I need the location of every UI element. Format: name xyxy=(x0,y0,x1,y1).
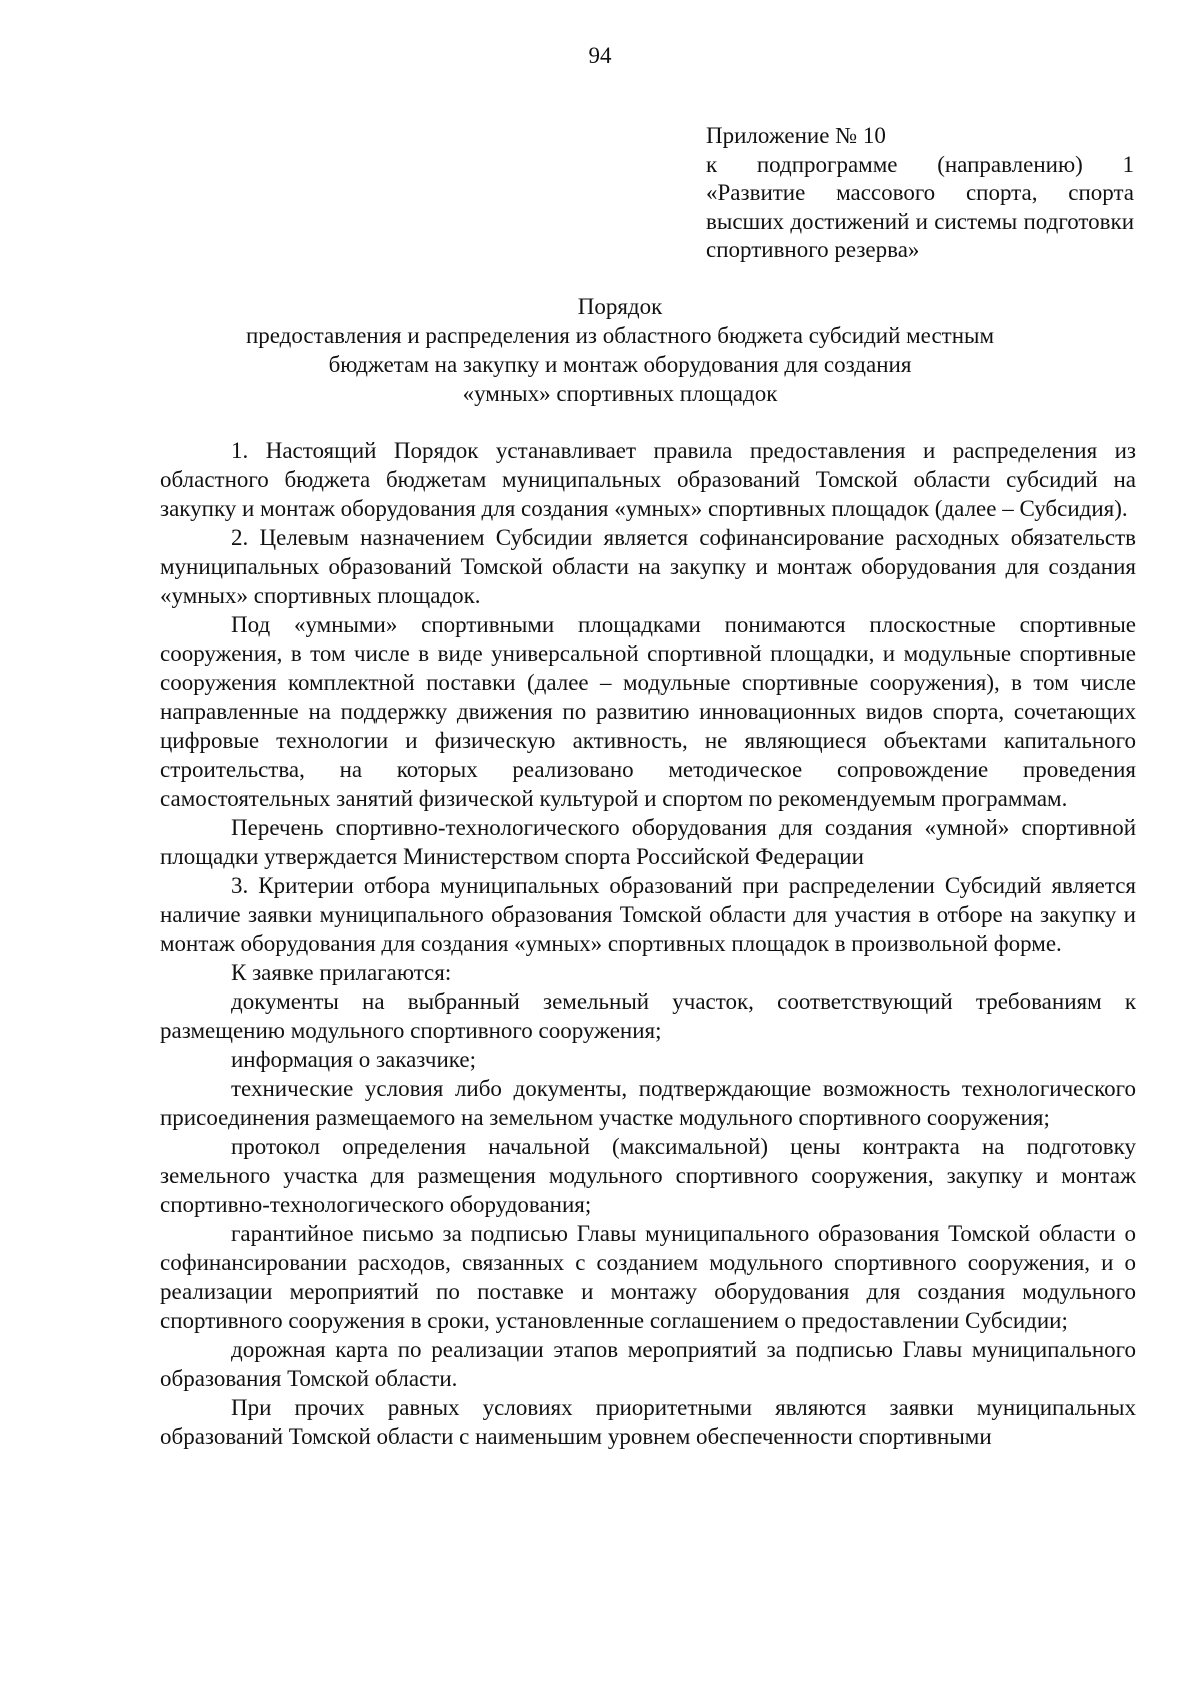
list-item-road-map: дорожная карта по реализации этапов мероприятий за подписью Главы муниципального образования Томской области. xyxy=(160,1337,1136,1391)
appendix-number: Приложение № 10 xyxy=(706,123,886,148)
paragraph-priority: При прочих равных условиях приоритетными являются заявки муниципальных образований Томской области с наименьшим уровнем обеспеченности спортивными xyxy=(160,1395,1136,1449)
list-item-land-documents: документы на выбранный земельный участок, соответствующий требованиям к размещению модульного спортивного сооружения; xyxy=(160,989,1136,1043)
paragraph-smart-grounds-definition: Под «умными» спортивными площадками понимаются плоскостные спортивные сооружения, в том числе в виде универсальной спортивной площадки, и модульные спортивные сооружения комплектной поставки (далее – модульные спортивные сооружения), в том числе направленные на поддержку движения по развитию инновационных видов спорта, сочетающих цифровые технологии и физическую активность, не являющиеся объектами капитального строительства, на которых реализовано методическое сопровождение проведения самостоятельных занятий физической культурой и спортом по рекомендуемым программам. xyxy=(160,612,1136,811)
list-item-technical-conditions: технические условия либо документы, подтверждающие возможность технологического присоединения размещаемого на земельном участке модульного спортивного сооружения; xyxy=(160,1076,1136,1130)
appendix-reference xyxy=(706,122,1134,265)
title-heading: Порядок xyxy=(577,294,663,319)
paragraph-attachments-intro: К заявке прилагаются: xyxy=(231,960,452,985)
page-number: 94 xyxy=(588,43,612,68)
document-title xyxy=(200,292,1040,408)
paragraph-2-target: 2. Целевым назначением Субсидии является софинансирование расходных обязательств муниципальных образований Томской области на закупку и монтаж оборудования для создания «умных» спортивных площадок. xyxy=(160,525,1136,608)
list-item-customer-info: информация о заказчике; xyxy=(231,1047,477,1072)
title-subtitle-line-1: предоставления и распределения из областного бюджета субсидий местным xyxy=(245,323,995,348)
appendix-subprogram: к подпрограмме (направлению) 1 «Развитие массового спорта, спорта высших достижений и системы подготовки спортивного резерва» xyxy=(706,151,1134,262)
document-body xyxy=(160,436,1136,1451)
paragraph-3-criteria: 3. Критерии отбора муниципальных образований при распределении Субсидий является наличие заявки муниципального образования Томской области для участия в отборе на закупку и монтаж оборудования для создания «умных» спортивных площадок в произвольной форме. xyxy=(160,873,1136,956)
title-subtitle-line-3: «умных» спортивных площадок xyxy=(462,381,778,406)
paragraph-1-purpose: 1. Настоящий Порядок устанавливает правила предоставления и распределения из областного бюджета бюджетам муниципальных образований Томской области субсидий на закупку и монтаж оборудования для создания «умных» спортивных площадок (далее – Субсидия). xyxy=(160,438,1136,521)
title-subtitle-line-2: бюджетам на закупку и монтаж оборудования для создания xyxy=(328,352,912,377)
list-item-price-protocol: протокол определения начальной (максимальной) цены контракта на подготовку земельного участка для размещения модульного спортивного сооружения, закупку и монтаж спортивно-технологического оборудования; xyxy=(160,1134,1136,1217)
paragraph-equipment-list: Перечень спортивно-технологического оборудования для создания «умной» спортивной площадки утверждается Министерством спорта Российской Федерации xyxy=(160,815,1136,869)
list-item-guarantee-letter: гарантийное письмо за подписью Главы муниципального образования Томской области о софинансировании расходов, связанных с созданием модульного спортивного сооружения, и о реализации мероприятий по поставке и монтажу оборудования для создания модульного спортивного сооружения в сроки, установленные соглашением о предоставлении Субсидии; xyxy=(160,1221,1136,1333)
